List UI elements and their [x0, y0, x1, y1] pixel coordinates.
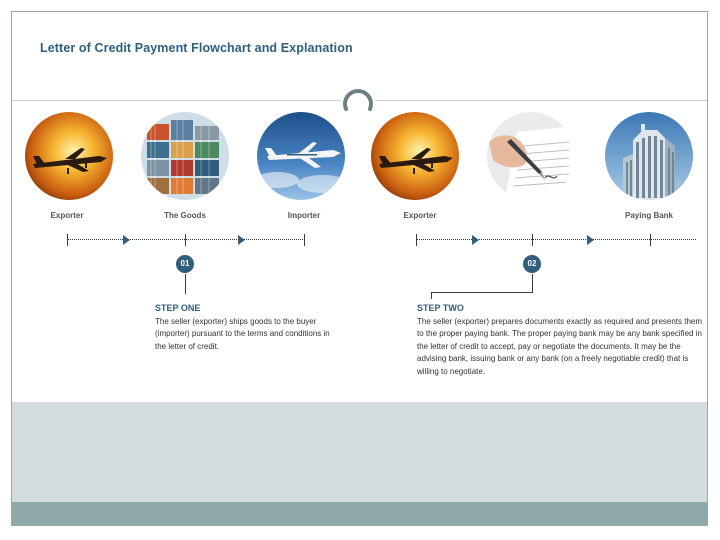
loading-spinner-icon [341, 82, 375, 116]
shipping-containers-image [141, 112, 229, 200]
step-two-badge: 02 [523, 255, 541, 273]
timeline-dotted-line [67, 239, 305, 240]
airplane-sunset-image-2 [371, 112, 459, 200]
step-two-heading: STEP TWO [417, 303, 464, 313]
footer-teal-band [12, 502, 707, 526]
timeline-dotted-line [416, 239, 696, 240]
timeline-tick-goods [185, 234, 186, 246]
step-one-heading: STEP ONE [155, 303, 201, 313]
step-one-body: The seller (exporter) ships goods to the buyer (importer) pursuant to the terms and conditions in the letter of credit. [155, 317, 330, 351]
timeline-tick-paying-bank [650, 234, 651, 246]
step-one-connector [185, 274, 186, 294]
arrow-right-icon [238, 235, 245, 245]
timeline-tick-importer [304, 234, 305, 246]
label-the-goods: The Goods [164, 211, 206, 220]
airplane-sunset-image [25, 112, 113, 200]
step-two-body: The seller (exporter) prepares documents exactly as required and presents them to the proper paying bank. The proper paying bank may be any bank specified in the letter of credit to accept, pay or negotiate the documents. It may be the advising bank, issuing bank or any bank (on a freely negotiable credit) that is willing to negotiate. [417, 317, 703, 376]
arrow-right-icon [123, 235, 130, 245]
timeline-tick-exporter [67, 234, 68, 246]
label-paying-bank: Paying Bank [624, 211, 674, 220]
timeline-step-one [67, 234, 305, 246]
label-exporter-1: Exporter [50, 211, 84, 220]
step-two-connector-up [532, 274, 533, 293]
arrow-right-icon [587, 235, 594, 245]
step-two-connector-down [431, 292, 432, 299]
arrow-right-icon [472, 235, 479, 245]
timeline-tick-documents [532, 234, 533, 246]
bank-building-image [605, 112, 693, 200]
timeline-tick-exporter [416, 234, 417, 246]
label-exporter-2: Exporter [403, 211, 437, 220]
airplane-blue-sky-image [257, 112, 345, 200]
label-importer: Importer [287, 211, 321, 220]
footer-grey-band [12, 402, 707, 502]
page-title: Letter of Credit Payment Flowchart and Explanation [40, 41, 353, 55]
step-one-badge: 01 [176, 255, 194, 273]
step-two-connector-horizontal [431, 292, 532, 293]
signing-document-image [487, 112, 575, 200]
slide [11, 11, 708, 526]
timeline-step-two [416, 234, 696, 246]
